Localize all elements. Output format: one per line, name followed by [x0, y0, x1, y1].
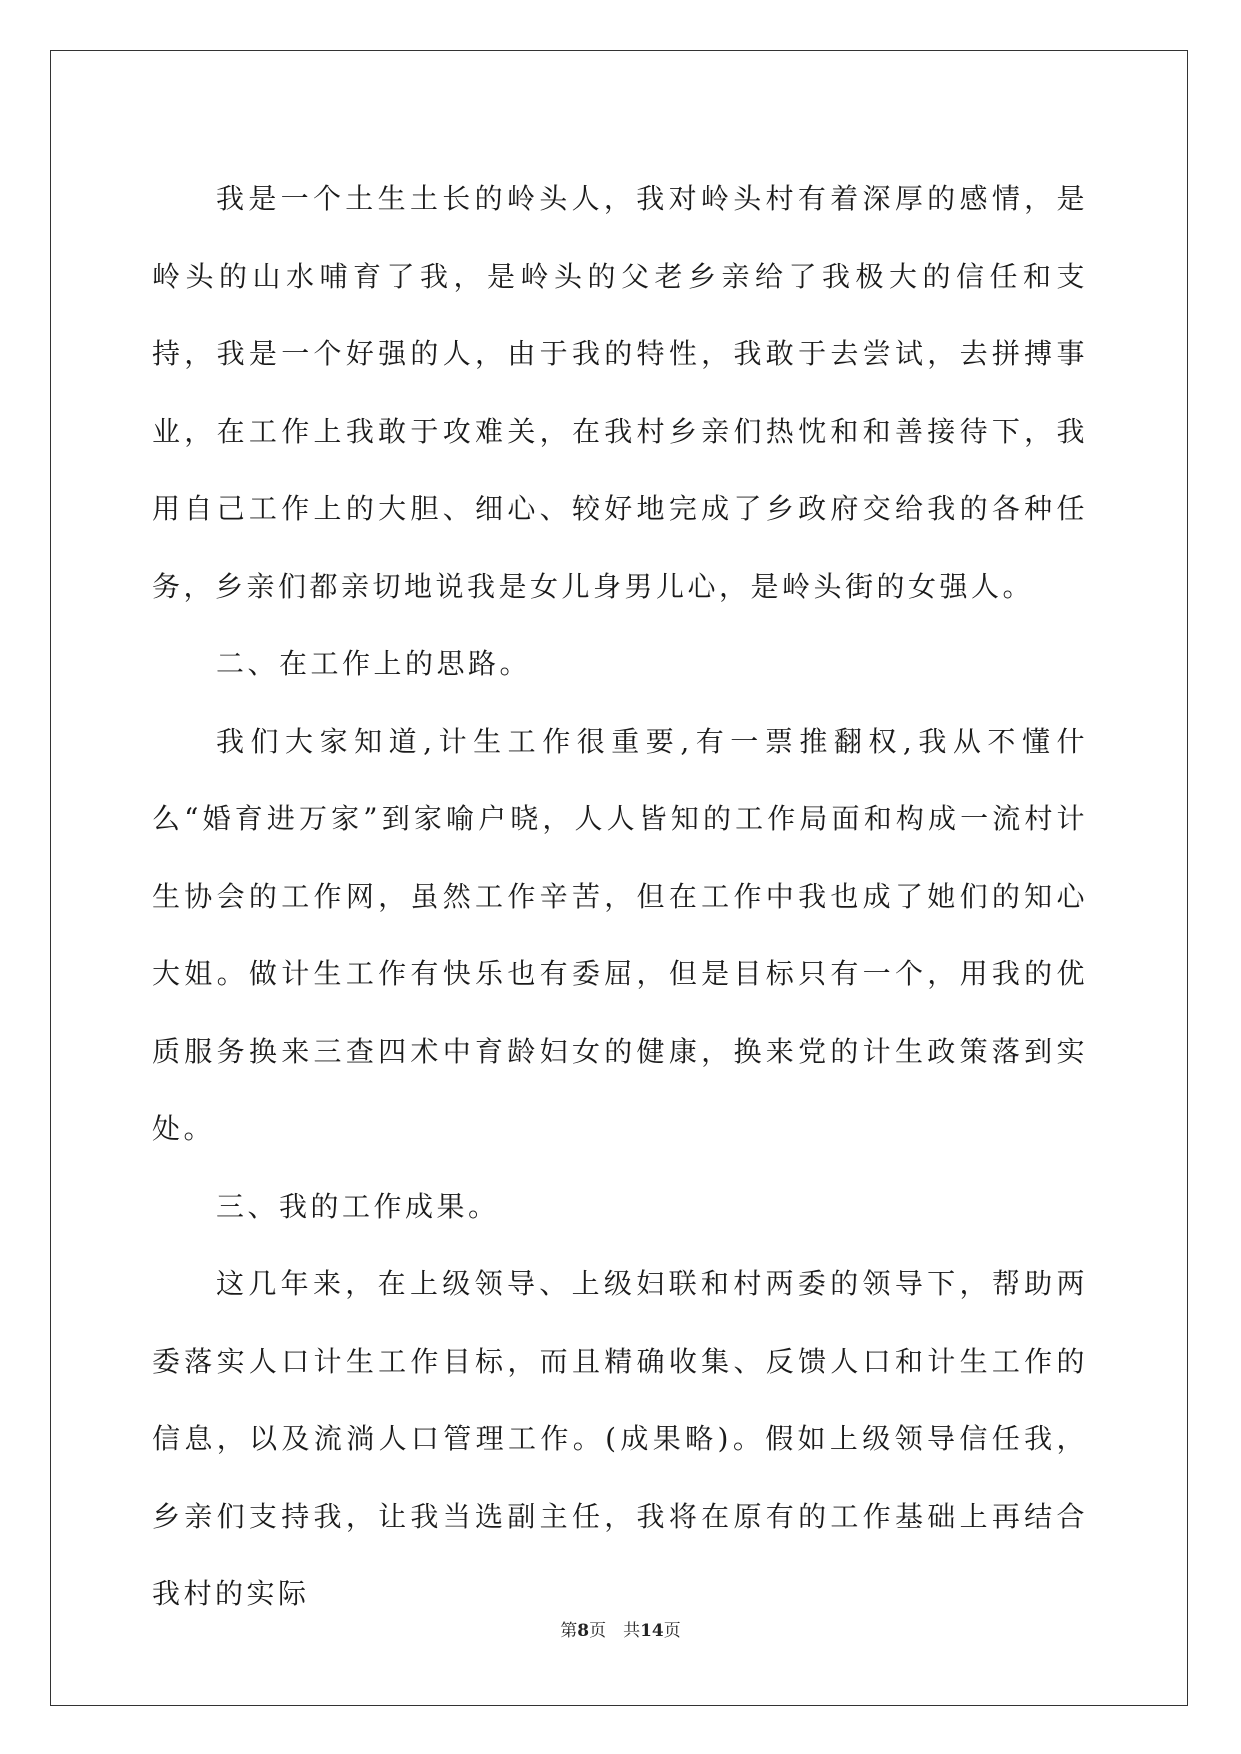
paragraph-work-ideas: 我们大家知道,计生工作很重要,有一票推翻权,我从不懂什么“婚育进万家”到家喻户晓，人人皆知的工作局面和构成一流村计生协会的工作网，虽然工作辛苦，但在工作中我也成了她们的知心大姐。做计生工作有快乐也有委屈，但是目标只有一个，用我的优质服务换来三查四术中育龄妇女的健康，换来党的计生政策落到实处。	[152, 724, 1088, 1145]
page-total-number: 14	[640, 1621, 664, 1641]
paragraph-intro: 我是一个土生土长的岭头人，我对岭头村有着深厚的感情，是岭头的山水哺育了我，是岭头的父老乡亲给了我极大的信任和支持，我是一个好强的人，由于我的特性，我敢于去尝试，去拼搏事业，在工作上我敢于攻难关，在我村乡亲们热忱和和善接待下，我用自己工作上的大胆、细心、较好地完成了乡政府交给我的各种任务，乡亲们都亲切地说我是女儿身男儿心，是岭头街的女强人。	[152, 182, 1088, 603]
page-current-number: 8	[577, 1621, 590, 1641]
page-prefix: 第	[560, 1621, 578, 1641]
page-suffix: 页	[663, 1621, 681, 1641]
document-body	[152, 160, 1088, 1633]
section-heading-2: 二、在工作上的思路。	[216, 647, 532, 680]
page-footer	[0, 1616, 1241, 1641]
section-heading-3: 三、我的工作成果。	[216, 1189, 500, 1223]
page-separator: 页 共	[589, 1621, 641, 1641]
paragraph-work-results: 这几年来，在上级领导、上级妇联和村两委的领导下，帮助两委落实人口计生工作目标，而且精确收集、反馈人口和计生工作的信息，以及流淌人口管理工作。(成果略)。假如上级领导信任我，乡亲们支持我，让我当选副主任，我将在原有的工作基础上再结合我村的实际	[152, 1267, 1088, 1610]
